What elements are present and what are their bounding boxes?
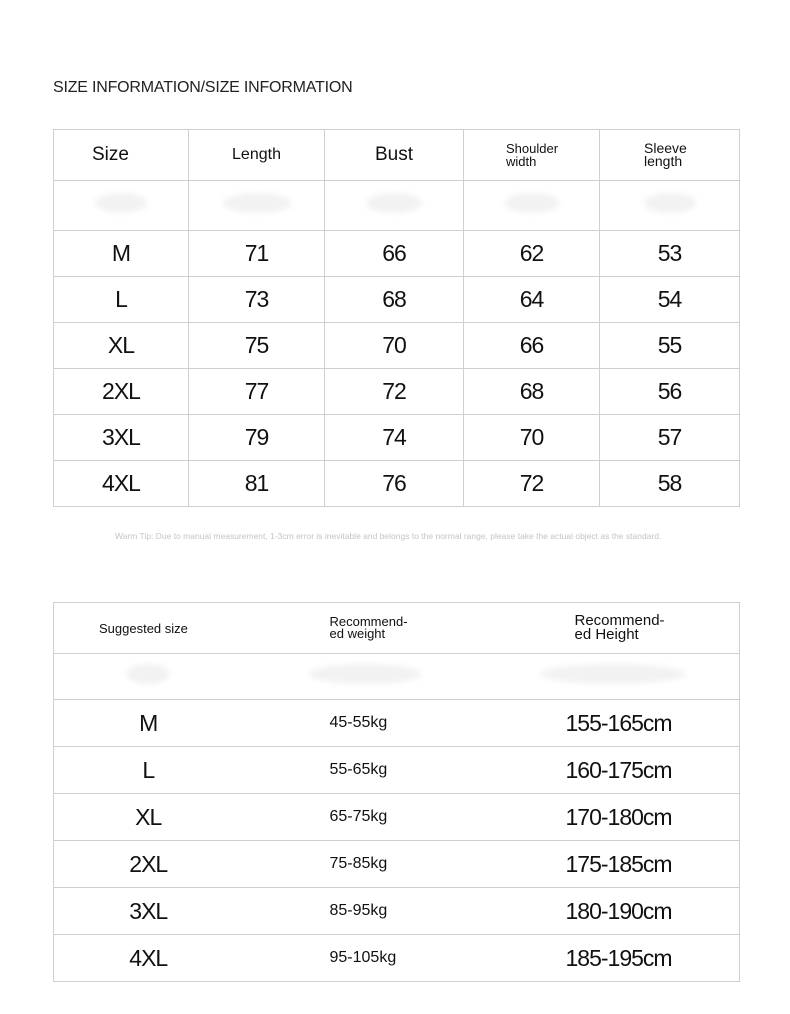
cell-size: 4XL (54, 461, 189, 507)
cell-sleeve: 54 (600, 277, 740, 323)
table-row (54, 935, 740, 982)
blur-smudge (309, 664, 421, 684)
size-table (53, 129, 740, 507)
cell-bust: 70 (325, 323, 464, 369)
blurred-cell (464, 181, 600, 231)
blurred-cell (487, 654, 740, 700)
cell-bust: 72 (325, 369, 464, 415)
cell-sleeve: 53 (600, 231, 740, 277)
cell-suggested-size: M (54, 700, 243, 747)
cell-recommended-weight: 45-55kg (243, 700, 487, 747)
blur-smudge (95, 193, 147, 213)
cell-size: 2XL (54, 369, 189, 415)
cell-recommended-height: 175-185cm (487, 841, 740, 888)
cell-shoulder: 70 (464, 415, 600, 461)
cell-bust: 66 (325, 231, 464, 277)
cell-recommended-height: 180-190cm (487, 888, 740, 935)
header-sleeve-length (600, 130, 740, 181)
recommendation-header-row (54, 603, 740, 654)
recommendation-table (53, 602, 740, 982)
header-recommended-height (487, 603, 740, 654)
cell-bust: 76 (325, 461, 464, 507)
cell-shoulder: 68 (464, 369, 600, 415)
warm-tip-note: Warm Tip: Due to manual measurement, 1-3cm error is inevitable and belongs to the normal range, please take the actual object as the standard. (115, 531, 662, 541)
cell-recommended-weight: 75-85kg (243, 841, 487, 888)
cell-recommended-height: 155-165cm (487, 700, 740, 747)
cell-shoulder: 66 (464, 323, 600, 369)
cell-length: 73 (189, 277, 325, 323)
table-row (54, 841, 740, 888)
cell-suggested-size: 2XL (54, 841, 243, 888)
header-sleeve-line2: length (644, 153, 683, 169)
cell-sleeve: 58 (600, 461, 740, 507)
size-table-header-row (54, 130, 740, 181)
blurred-row (54, 654, 740, 700)
blur-smudge (126, 664, 170, 684)
cell-recommended-weight: 65-75kg (243, 794, 487, 841)
header-length: Length (189, 130, 325, 181)
table-row (54, 369, 740, 415)
table-row (54, 888, 740, 935)
header-sleeve-line1: Sleeve (644, 140, 687, 156)
cell-size: M (54, 231, 189, 277)
blur-smudge (540, 664, 686, 684)
cell-size: 3XL (54, 415, 189, 461)
cell-suggested-size: 3XL (54, 888, 243, 935)
blur-smudge (366, 193, 422, 213)
blur-smudge (505, 193, 559, 213)
cell-size: L (54, 277, 189, 323)
page-title: SIZE INFORMATION/SIZE INFORMATION (53, 79, 353, 96)
header-weight-line2: ed weight (329, 626, 386, 641)
table-row (54, 231, 740, 277)
cell-recommended-height: 185-195cm (487, 935, 740, 982)
blurred-cell (189, 181, 325, 231)
table-row (54, 794, 740, 841)
cell-suggested-size: XL (54, 794, 243, 841)
blurred-row (54, 181, 740, 231)
cell-suggested-size: 4XL (54, 935, 243, 982)
header-shoulder-line2: width (506, 154, 537, 169)
table-row (54, 461, 740, 507)
cell-length: 77 (189, 369, 325, 415)
header-height-line1: Recommend- (574, 612, 665, 629)
blurred-cell (54, 181, 189, 231)
cell-shoulder: 64 (464, 277, 600, 323)
cell-length: 75 (189, 323, 325, 369)
cell-suggested-size: L (54, 747, 243, 794)
blurred-cell (54, 654, 243, 700)
cell-shoulder: 72 (464, 461, 600, 507)
blurred-cell (600, 181, 740, 231)
cell-recommended-weight: 55-65kg (243, 747, 487, 794)
header-bust: Bust (325, 130, 464, 181)
cell-bust: 74 (325, 415, 464, 461)
cell-length: 71 (189, 231, 325, 277)
table-row (54, 747, 740, 794)
cell-recommended-height: 170-180cm (487, 794, 740, 841)
table-row (54, 323, 740, 369)
cell-sleeve: 57 (600, 415, 740, 461)
header-height-line2: ed Height (574, 626, 639, 643)
header-recommended-weight (243, 603, 487, 654)
table-row (54, 700, 740, 747)
cell-shoulder: 62 (464, 231, 600, 277)
header-weight-line1: Recommend- (329, 614, 408, 629)
header-suggested-size: Suggested size (54, 603, 243, 654)
cell-length: 81 (189, 461, 325, 507)
blur-smudge (644, 193, 696, 213)
cell-length: 79 (189, 415, 325, 461)
cell-size: XL (54, 323, 189, 369)
table-row (54, 277, 740, 323)
header-shoulder-width (464, 130, 600, 181)
table-row (54, 415, 740, 461)
cell-recommended-weight: 85-95kg (243, 888, 487, 935)
blur-smudge (223, 193, 291, 213)
cell-bust: 68 (325, 277, 464, 323)
cell-recommended-weight: 95-105kg (243, 935, 487, 982)
blurred-cell (325, 181, 464, 231)
blurred-cell (243, 654, 487, 700)
cell-sleeve: 55 (600, 323, 740, 369)
cell-recommended-height: 160-175cm (487, 747, 740, 794)
header-shoulder-line1: Shoulder (506, 141, 559, 156)
cell-sleeve: 56 (600, 369, 740, 415)
header-size: Size (54, 130, 189, 181)
